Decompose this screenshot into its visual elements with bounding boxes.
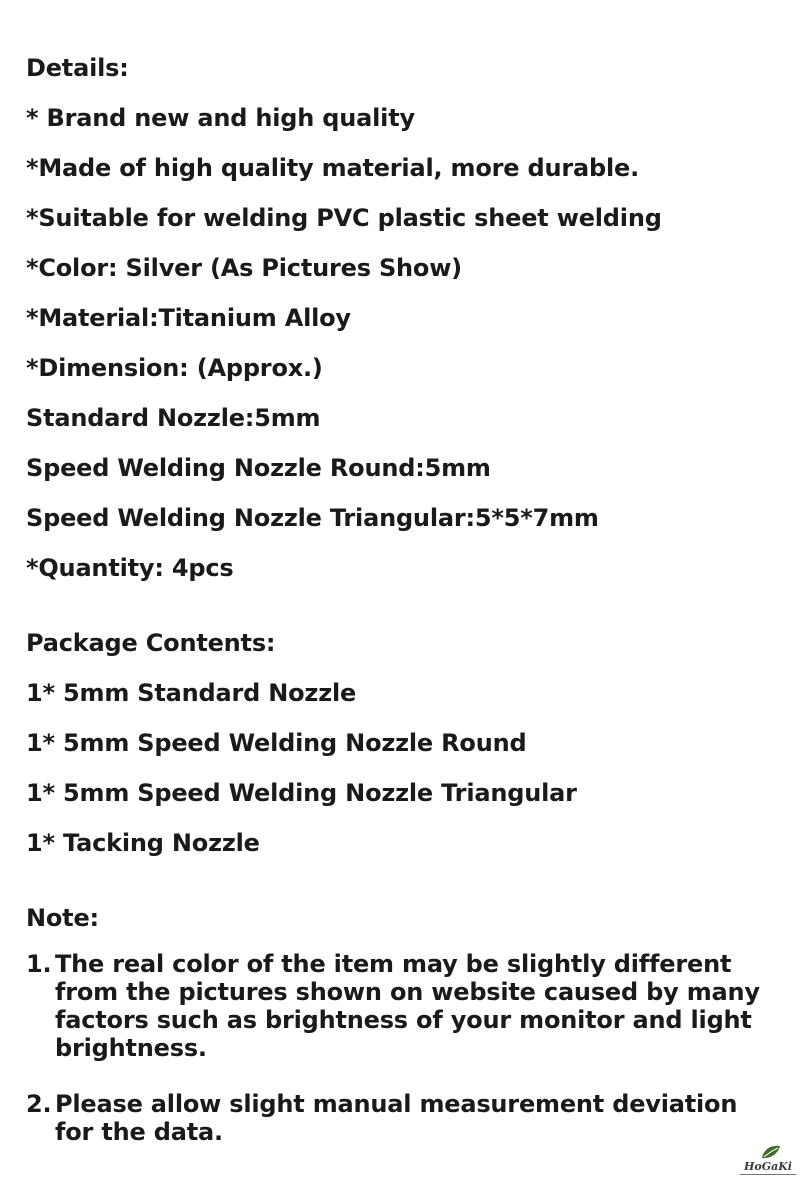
details-item: *Dimension: (Approx.): [26, 354, 323, 382]
package-item: 1* 5mm Standard Nozzle: [26, 679, 357, 707]
package-heading: Package Contents:: [26, 629, 276, 657]
details-item: *Suitable for welding PVC plastic sheet welding: [26, 204, 662, 232]
details-item: Speed Welding Nozzle Triangular:5*5*7mm: [26, 504, 599, 532]
note-spacer: [26, 1062, 766, 1090]
details-item: *Color: Silver (As Pictures Show): [26, 254, 462, 282]
note-list: [26, 950, 766, 1146]
note-item: [26, 950, 766, 1062]
package-item: 1* 5mm Speed Welding Nozzle Round: [26, 729, 527, 757]
note-heading: Note:: [26, 904, 99, 932]
brand-logo: [740, 1144, 796, 1186]
logo-underline: [740, 1174, 796, 1179]
details-item: Standard Nozzle:5mm: [26, 404, 321, 432]
section-spacer: [26, 875, 766, 900]
note-text: The real color of the item may be slightly different from the pictures shown on website caused by many factors such as brightness of your monitor and light brightness.: [55, 950, 760, 1062]
details-heading: Details:: [26, 54, 129, 82]
details-item: Speed Welding Nozzle Round:5mm: [26, 454, 491, 482]
product-description: [26, 50, 766, 1146]
logo-text: HoGaKi: [744, 1160, 792, 1173]
details-item: *Made of high quality material, more durable.: [26, 154, 640, 182]
note-item: [26, 1090, 766, 1146]
leaf-icon: [760, 1144, 782, 1160]
section-spacer: [26, 600, 766, 625]
details-item: *Quantity: 4pcs: [26, 554, 234, 582]
note-number: 2.: [26, 1090, 52, 1118]
details-item: *Material:Titanium Alloy: [26, 304, 351, 332]
package-item: 1* Tacking Nozzle: [26, 829, 260, 857]
package-item: 1* 5mm Speed Welding Nozzle Triangular: [26, 779, 577, 807]
details-item: * Brand new and high quality: [26, 104, 415, 132]
note-number: 1.: [26, 950, 52, 978]
note-text: Please allow slight manual measurement deviation for the data.: [55, 1090, 738, 1146]
